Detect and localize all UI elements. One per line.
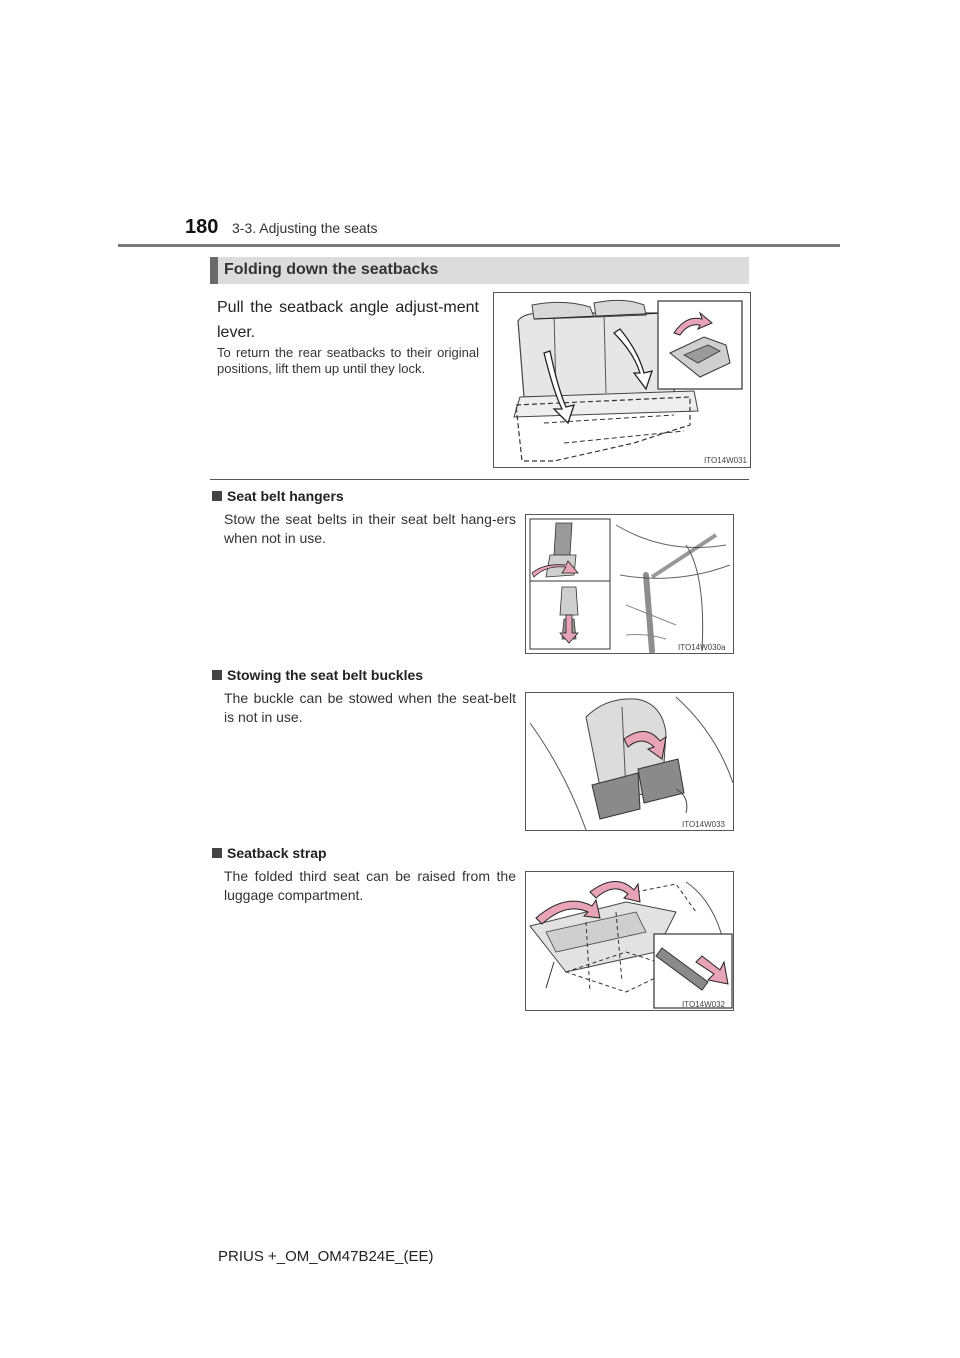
figure-code: ITO14W032 <box>682 1000 725 1009</box>
subsection-text-seatback-strap: The folded third seat can be raised from the luggage compartment. <box>224 868 516 903</box>
figure-code: ITO14W033 <box>682 820 725 829</box>
subsection-heading-text: Stowing the seat belt buckles <box>227 667 424 683</box>
seatback-strap-figure <box>525 871 734 1011</box>
subsection-heading-seatback-strap <box>212 845 327 861</box>
subsection-heading-text: Seatback strap <box>227 845 327 861</box>
seat-belt-hangers-illustration <box>526 515 733 653</box>
seatback-strap-illustration <box>526 872 733 1010</box>
subsection-text-seat-belt-hangers: Stow the seat belts in their seat belt hang-ers when not in use. <box>224 511 516 546</box>
footer-document-code: PRIUS +_OM_OM47B24E_(EE) <box>218 1248 434 1265</box>
section-title: Folding down the seatbacks <box>224 261 439 278</box>
seat-belt-hangers-figure <box>525 514 734 654</box>
subsection-text-stowing-buckles: The buckle can be stowed when the seat-belt is not in use. <box>224 690 516 725</box>
section-label: 3-3. Adjusting the seats <box>232 220 378 236</box>
subsection-heading-seat-belt-hangers <box>212 488 344 504</box>
subsection-heading-stowing-buckles <box>212 667 423 683</box>
note-text: To return the rear seatbacks to their original positions, lift them up until they lock. <box>217 345 479 376</box>
stowing-buckles-illustration <box>526 693 733 830</box>
seatback-folding-figure <box>493 292 751 468</box>
page-number: 180 <box>185 216 219 238</box>
bullet-square <box>212 491 222 501</box>
seatback-illustration <box>494 293 750 467</box>
header-rule <box>118 244 840 247</box>
bullet-square <box>212 848 222 858</box>
bullet-square <box>212 670 222 680</box>
section-divider <box>210 479 749 480</box>
figure-code: ITO14W031 <box>704 456 747 465</box>
section-title-band <box>210 257 749 284</box>
section-accent-bar <box>210 257 218 284</box>
figure-code: ITO14W030a <box>678 643 726 652</box>
stowing-buckles-figure <box>525 692 734 831</box>
instruction-text: Pull the seatback angle adjust-ment lever. <box>217 299 479 341</box>
subsection-heading-text: Seat belt hangers <box>227 488 344 504</box>
